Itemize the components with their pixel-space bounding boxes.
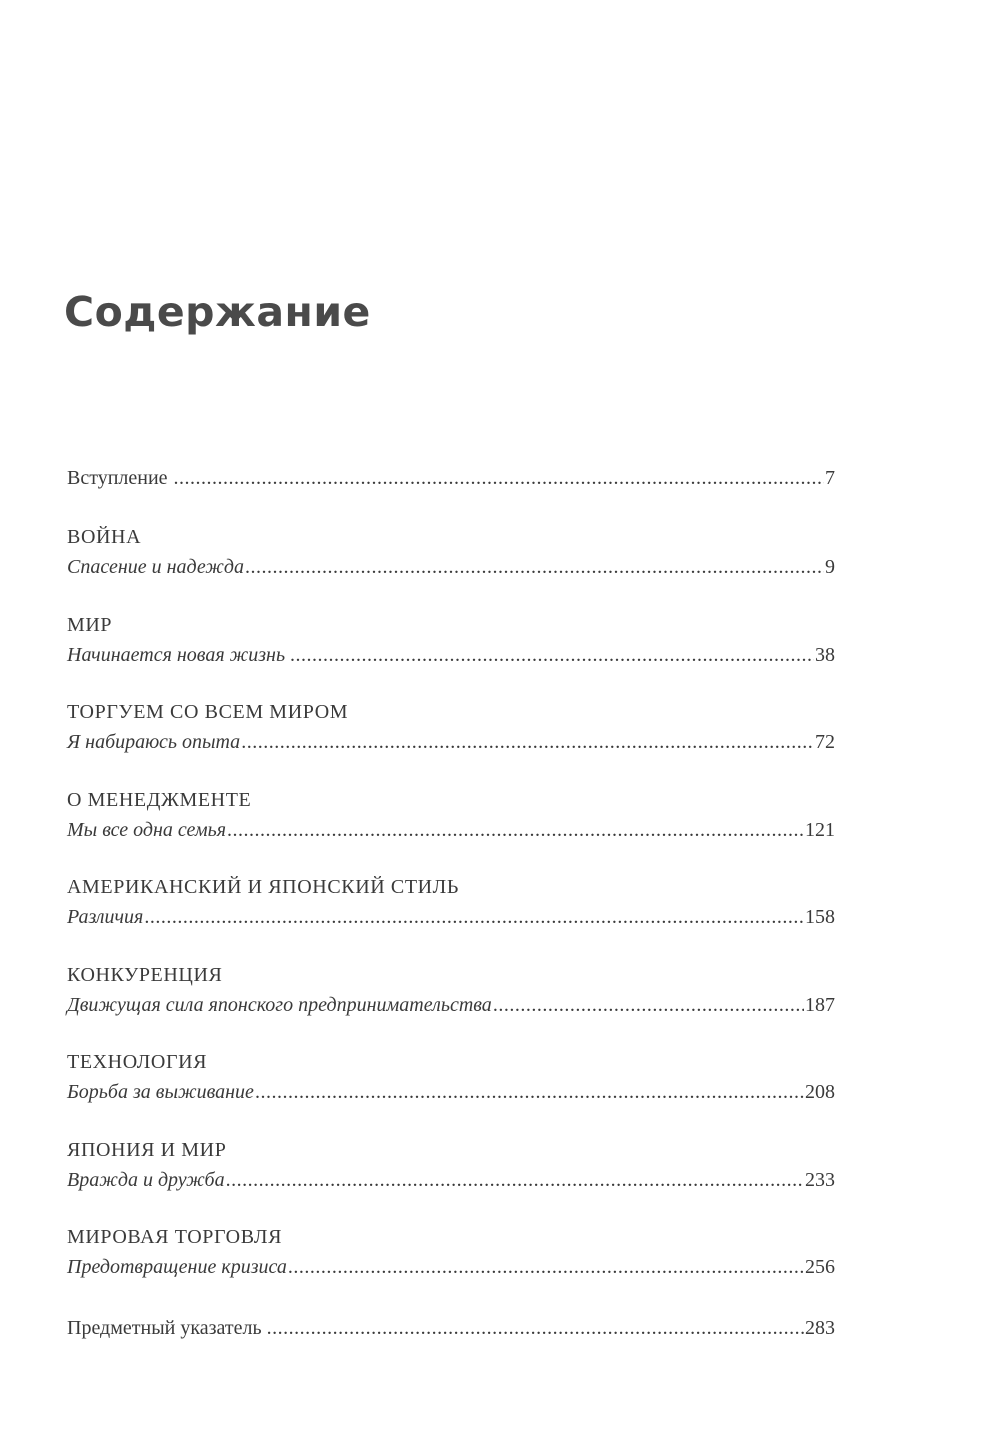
toc-entry-chapter-2 (67, 610, 835, 670)
chapter-subtitle: Борьба за выживание (67, 1081, 254, 1103)
page-number: 7 (825, 467, 835, 489)
dot-leader (493, 990, 804, 1020)
toc-line[interactable] (67, 1252, 835, 1282)
toc-line[interactable] (67, 902, 835, 932)
chapter-subtitle: Различия (67, 906, 144, 928)
chapter-heading: АМЕРИКАНСКИЙ И ЯПОНСКИЙ СТИЛЬ (67, 876, 459, 898)
toc-line[interactable] (67, 640, 835, 670)
chapter-heading: МИР (67, 614, 113, 636)
toc-entry-chapter-8 (67, 1135, 835, 1195)
dot-leader (288, 1252, 804, 1282)
page-number: 283 (805, 1317, 835, 1339)
toc-line[interactable] (67, 815, 835, 845)
page-number: 158 (805, 906, 835, 928)
dot-leader (245, 552, 824, 582)
dot-leader (144, 902, 804, 932)
toc-line[interactable] (67, 990, 835, 1020)
page-number: 121 (805, 819, 835, 841)
page-title: Содержание (64, 288, 371, 336)
chapter-heading: ТОРГУЕМ СО ВСЕМ МИРОМ (67, 701, 349, 723)
toc-entry-index (67, 1313, 835, 1343)
toc-line[interactable] (67, 727, 835, 757)
page-number: 9 (825, 556, 835, 578)
chapter-subtitle: Начинается новая жизнь (67, 644, 286, 666)
chapter-subtitle: Мы все одна семья (67, 819, 227, 841)
page-number: 72 (815, 731, 835, 753)
toc-entry-intro (67, 463, 835, 493)
chapter-heading: МИРОВАЯ ТОРГОВЛЯ (67, 1226, 283, 1248)
dot-leader (227, 815, 804, 845)
toc-entry-chapter-6 (67, 960, 835, 1020)
dot-leader (173, 463, 824, 493)
chapter-subtitle: Движущая сила японского предпринимательства (67, 994, 492, 1016)
page-number: 208 (805, 1081, 835, 1103)
toc-line[interactable] (67, 1313, 835, 1343)
toc-line[interactable] (67, 1077, 835, 1107)
page-number: 256 (805, 1256, 835, 1278)
chapter-subtitle: Предотвращение кризиса (67, 1256, 287, 1278)
page-number: 38 (815, 644, 835, 666)
dot-leader (255, 1077, 804, 1107)
toc-entry-chapter-4 (67, 785, 835, 845)
chapter-heading: ТЕХНОЛОГИЯ (67, 1051, 208, 1073)
chapter-subtitle: Спасение и надежда (67, 556, 245, 578)
toc-entry-chapter-9 (67, 1222, 835, 1282)
toc-entry-label: Вступление (67, 467, 168, 489)
toc-line[interactable] (67, 463, 835, 493)
chapter-heading: ЯПОНИЯ И МИР (67, 1139, 227, 1161)
chapter-heading: ВОЙНА (67, 526, 142, 548)
dot-leader (241, 727, 814, 757)
page-number: 233 (805, 1169, 835, 1191)
page-number: 187 (805, 994, 835, 1016)
dot-leader (290, 640, 814, 670)
chapter-heading: КОНКУРЕНЦИЯ (67, 964, 223, 986)
toc-entry-chapter-5 (67, 872, 835, 932)
chapter-subtitle: Я набираюсь опыта (67, 731, 241, 753)
chapter-subtitle: Вражда и дружба (67, 1169, 225, 1191)
chapter-heading: О МЕНЕДЖМЕНТЕ (67, 789, 252, 811)
toc-line[interactable] (67, 552, 835, 582)
toc-entry-chapter-1 (67, 522, 835, 582)
dot-leader (267, 1313, 804, 1343)
dot-leader (226, 1165, 804, 1195)
toc-entry-chapter-3 (67, 697, 835, 757)
toc-line[interactable] (67, 1165, 835, 1195)
toc-entry-label: Предметный указатель (67, 1317, 262, 1339)
toc-entry-chapter-7 (67, 1047, 835, 1107)
